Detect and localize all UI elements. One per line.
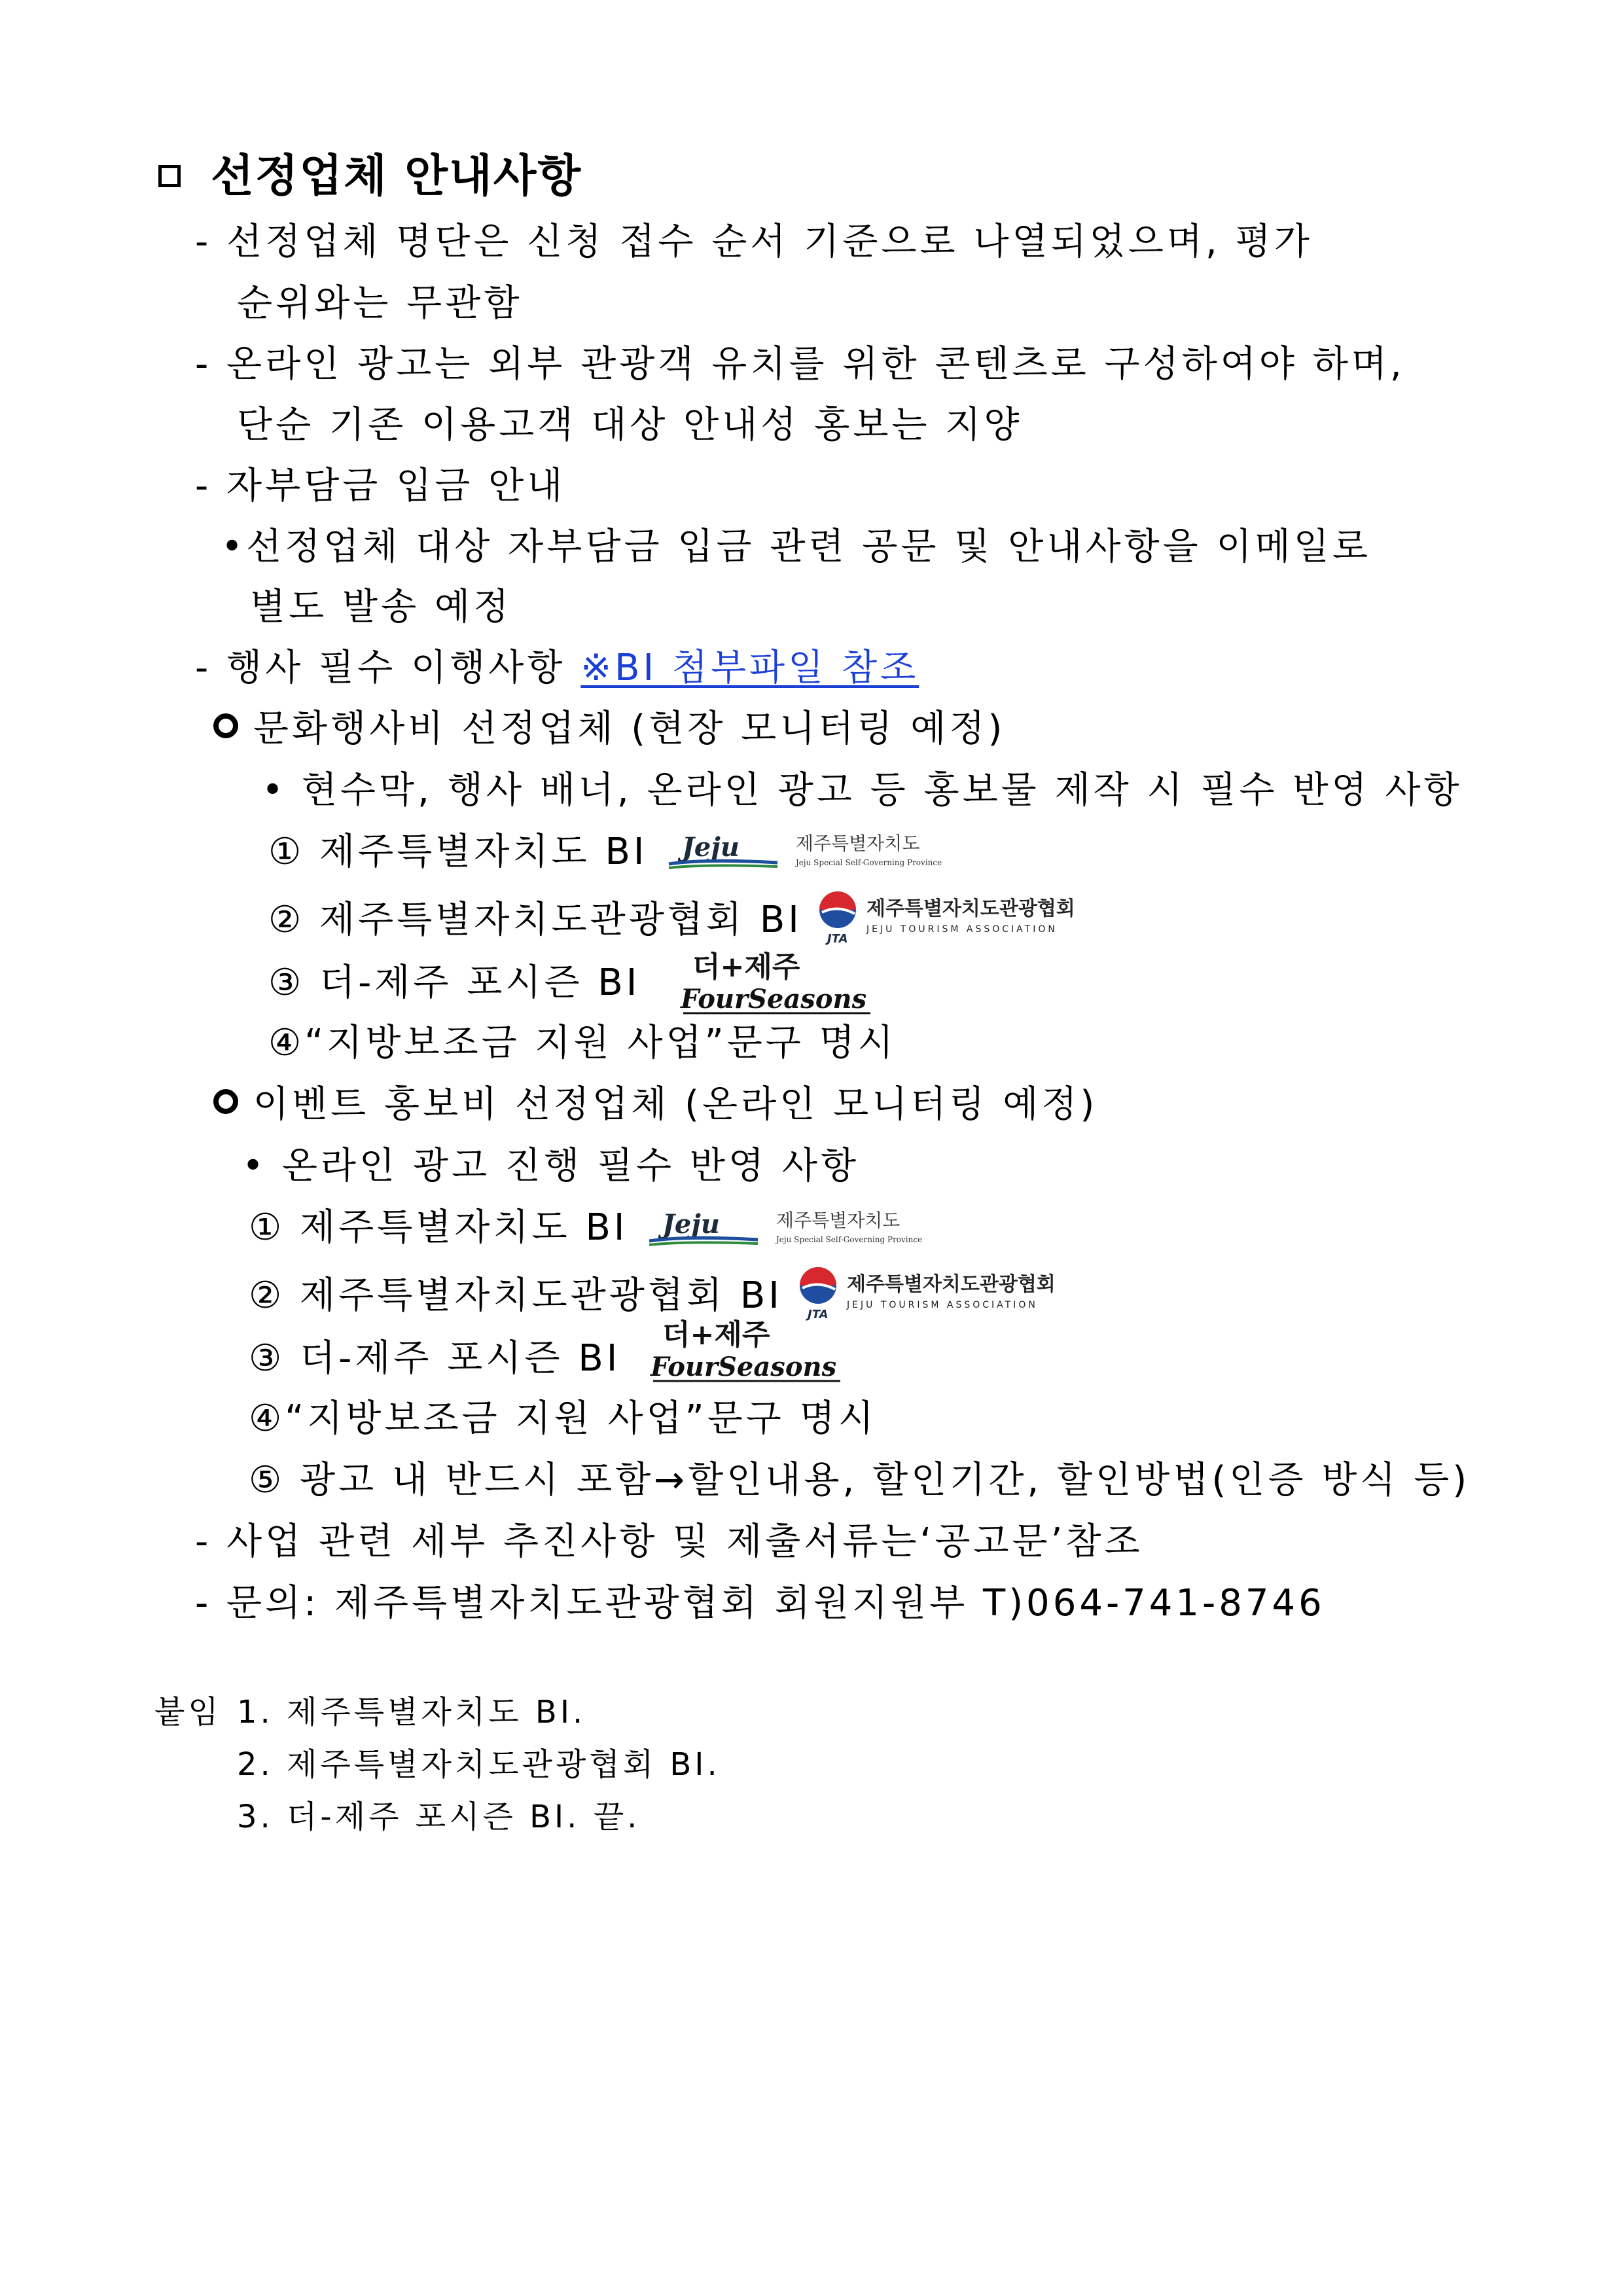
section-title [158,149,582,204]
section-b-heading-text: 이벤트 홍보비 선정업체 (온라인 모니터링 예정) [253,1083,1098,1126]
section-a-item-3: ③ 더-제주 포시즌 BI [268,961,641,1004]
jta-bi-logo [797,1261,1072,1323]
section-b-item-4: ④“지방보조금 지원 사업”문구 명시 [249,1397,877,1440]
fourseasons-logo-bottom: FourSeasons [681,984,867,1014]
notice-line-2: - 온라인 광고는 외부 관광객 유치를 위한 콘텐츠로 구성하여야 하며, [195,343,1405,386]
jeju-logo-mark: Jeju [682,832,740,863]
notice-line-1-cont: 순위와는 무관함 [237,282,523,325]
notice-line-4-text: - 행사 필수 이행사항 [195,647,566,689]
notice-line-2-cont: 단순 기존 이용고객 대상 안내성 홍보는 지양 [237,404,1023,446]
attachment-item-1: 1. 제주특별자치도 BI. [237,1694,586,1731]
jta-logo-english: JEJU TOURISM ASSOCIATION [847,1300,1038,1310]
circle-bullet-icon [213,713,238,738]
section-b-item-5: ⑤ 광고 내 반드시 포함→할인내용, 할인기간, 할인방법(인증 방식 등) [249,1459,1471,1501]
fourseasons-bi-logo [644,1316,853,1388]
jeju-bi-logo [647,1203,961,1253]
section-a-item-4: ④“지방보조금 지원 사업”문구 명시 [268,1022,897,1064]
section-a-item-2: ② 제주특별자치도관광협회 BI [268,899,802,941]
jta-logo-mark: JTA [827,932,848,946]
notice-line-3-sub-cont: 별도 발송 예정 [250,586,512,628]
section-b-item-3: ③ 더-제주 포시즌 BI [249,1337,621,1380]
fourseasons-logo-bottom: FourSeasons [651,1352,837,1382]
fourseasons-bi-logo [674,948,883,1020]
notice-line-3-sub: •선정업체 대상 자부담금 입금 관련 공문 및 안내사항을 이메일로 [221,526,1371,568]
jeju-bi-logo [666,826,980,876]
section-b-heading [213,1081,1097,1128]
section-b-item-2: ② 제주특별자치도관광협회 BI [249,1274,783,1317]
jeju-logo-mark: Jeju [662,1209,720,1240]
attachment-item-3: 3. 더-제주 포시즌 BI. 끝. [237,1799,641,1835]
notice-line-4 [195,645,919,692]
section-a-bullet: • 현수막, 행사 배너, 온라인 광고 등 홍보물 제작 시 필수 반영 사항 [262,769,1463,812]
section-a-heading [213,706,1005,753]
jeju-logo-english: Jeju Special Self-Governing Province [776,1235,923,1244]
attachments-label: 붙임 [154,1694,222,1731]
jeju-logo-english: Jeju Special Self-Governing Province [796,858,942,867]
section-b-item-1: ① 제주특별자치도 BI [249,1206,628,1249]
notice-line-5: - 사업 관련 세부 추진사항 및 제출서류는‘공고문’참조 [195,1520,1143,1563]
jeju-logo-name: 제주특별자치도 [776,1210,901,1231]
circle-bullet-icon [213,1089,238,1114]
square-bullet-icon [158,165,181,187]
jta-logo-english: JEJU TOURISM ASSOCIATION [866,924,1058,935]
fourseasons-logo-top: 더+제주 [662,1318,770,1352]
jta-logo-name: 제주특별자치도관광협회 [847,1273,1056,1296]
jta-logo-name: 제주특별자치도관광협회 [866,897,1075,920]
section-a-item-1: ① 제주특별자치도 BI [268,831,648,873]
notice-line-6: - 문의: 제주특별자치도관광협회 회원지원부 T)064-741-8746 [195,1582,1325,1624]
fourseasons-logo-top: 더+제주 [692,950,800,984]
bi-attachment-link[interactable]: ※BI 첨부파일 참조 [580,647,919,689]
jta-logo-mark: JTA [808,1308,829,1321]
attachment-item-2: 2. 제주특별자치도관광협회 BI. [237,1746,721,1783]
jta-bi-logo [817,885,1092,948]
section-b-bullet: • 온라인 광고 진행 필수 반영 사항 [242,1145,860,1187]
section-a-heading-text: 문화행사비 선정업체 (현장 모니터링 예정) [253,708,1006,750]
notice-line-3: - 자부담금 입금 안내 [195,465,566,507]
notice-line-1: - 선정업체 명단은 신청 접수 순서 기준으로 나열되었으며, 평가 [195,221,1313,263]
jeju-logo-name: 제주특별자치도 [796,833,920,854]
title-text: 선정업체 안내사항 [211,151,582,202]
